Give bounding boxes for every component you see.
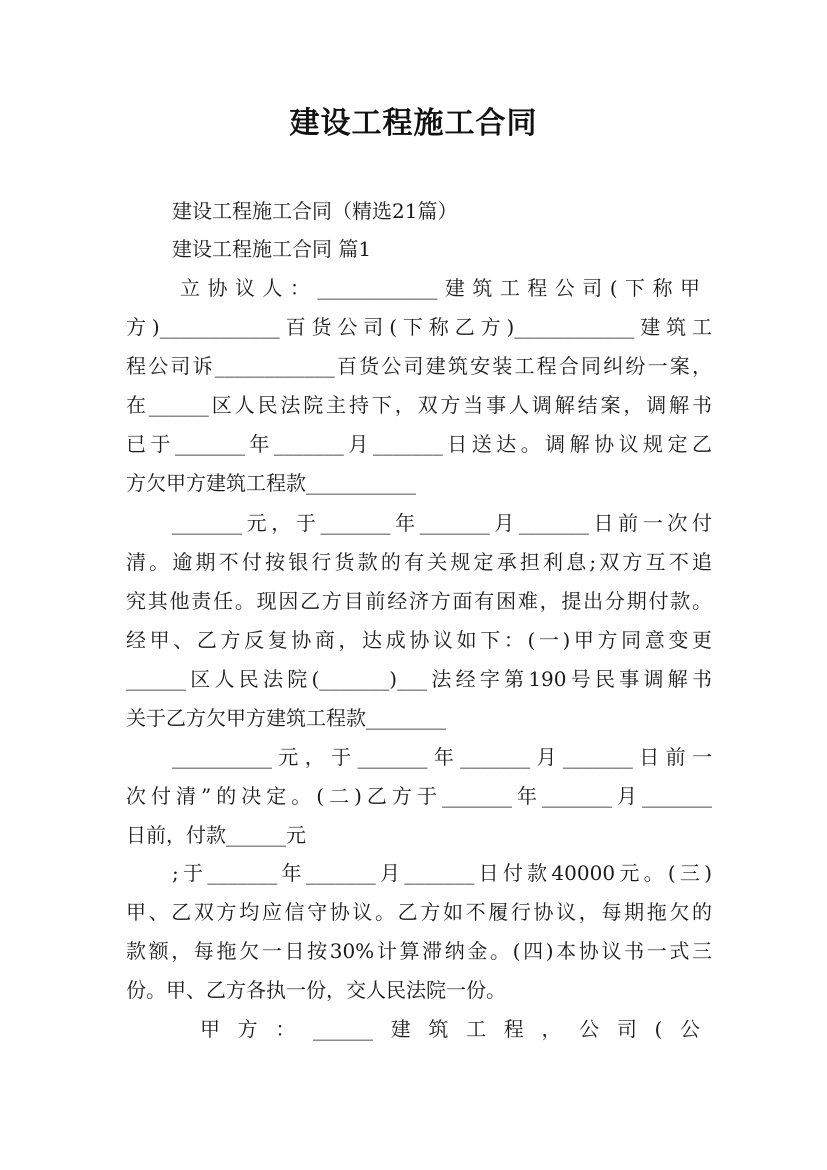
- paragraph-line: 经甲、乙方反复协商，达成协议如下：(一)甲方同意变更: [126, 628, 712, 652]
- paragraph-line: 款额，每拖欠一日按30%计算滞纳金。(四)本协议书一式三: [126, 939, 712, 963]
- paragraph-line: 关于乙方欠甲方建筑工程款________: [126, 706, 446, 730]
- paragraph-line: 甲、乙双方均应信守协议。乙方如不履行协议，每期拖欠的: [126, 900, 712, 924]
- paragraph-line: _______元，于_______年_______月_______日前一次付: [172, 511, 712, 535]
- paragraph-line: 已于_______年_______月_______日送达。调解协议规定乙: [126, 432, 712, 456]
- paragraph-line: 清。逾期不付按银行货款的有关规定承担利息;双方互不追: [126, 550, 712, 574]
- paragraph-line: 日前，付款______元: [126, 823, 306, 847]
- document-subtitle: 建设工程施工合同（精选21篇）: [172, 199, 458, 223]
- paragraph-line: 次付清”的决定。(二)乙方于_______年_______月_______: [126, 784, 712, 808]
- paragraph-line: 份。甲、乙方各执一份，交人民法院一份。: [126, 978, 506, 1002]
- document-title: 建设工程施工合同: [289, 106, 538, 141]
- paragraph-line: 方欠甲方建筑工程款___________: [126, 471, 416, 495]
- paragraph-line: ;于_______年_______月_______日付款40000元。(三): [172, 861, 712, 885]
- paragraph-line: 究其他责任。现因乙方目前经济方面有困难，提出分期付款。: [126, 589, 712, 613]
- section-heading: 建设工程施工合同 篇1: [172, 237, 372, 261]
- paragraph-line: 方)____________百货公司(下称乙方)____________建筑工: [126, 315, 712, 339]
- paragraph-line: 立协议人：____________建筑工程公司(下称甲: [180, 276, 700, 300]
- paragraph-line: 在______区人民法院主持下，双方当事人调解结案，调解书: [126, 393, 712, 417]
- signature-line-party-a: 甲方：______建筑工程，公司(公: [200, 1017, 700, 1041]
- paragraph-line: __________元，于_______年_______月_______日前一: [172, 745, 712, 769]
- paragraph-line: ______区人民法院(_______)___法经字第190号民事调解书: [126, 667, 712, 691]
- paragraph-line: 程公司诉____________百货公司建筑安装工程合同纠纷一案，: [126, 354, 712, 378]
